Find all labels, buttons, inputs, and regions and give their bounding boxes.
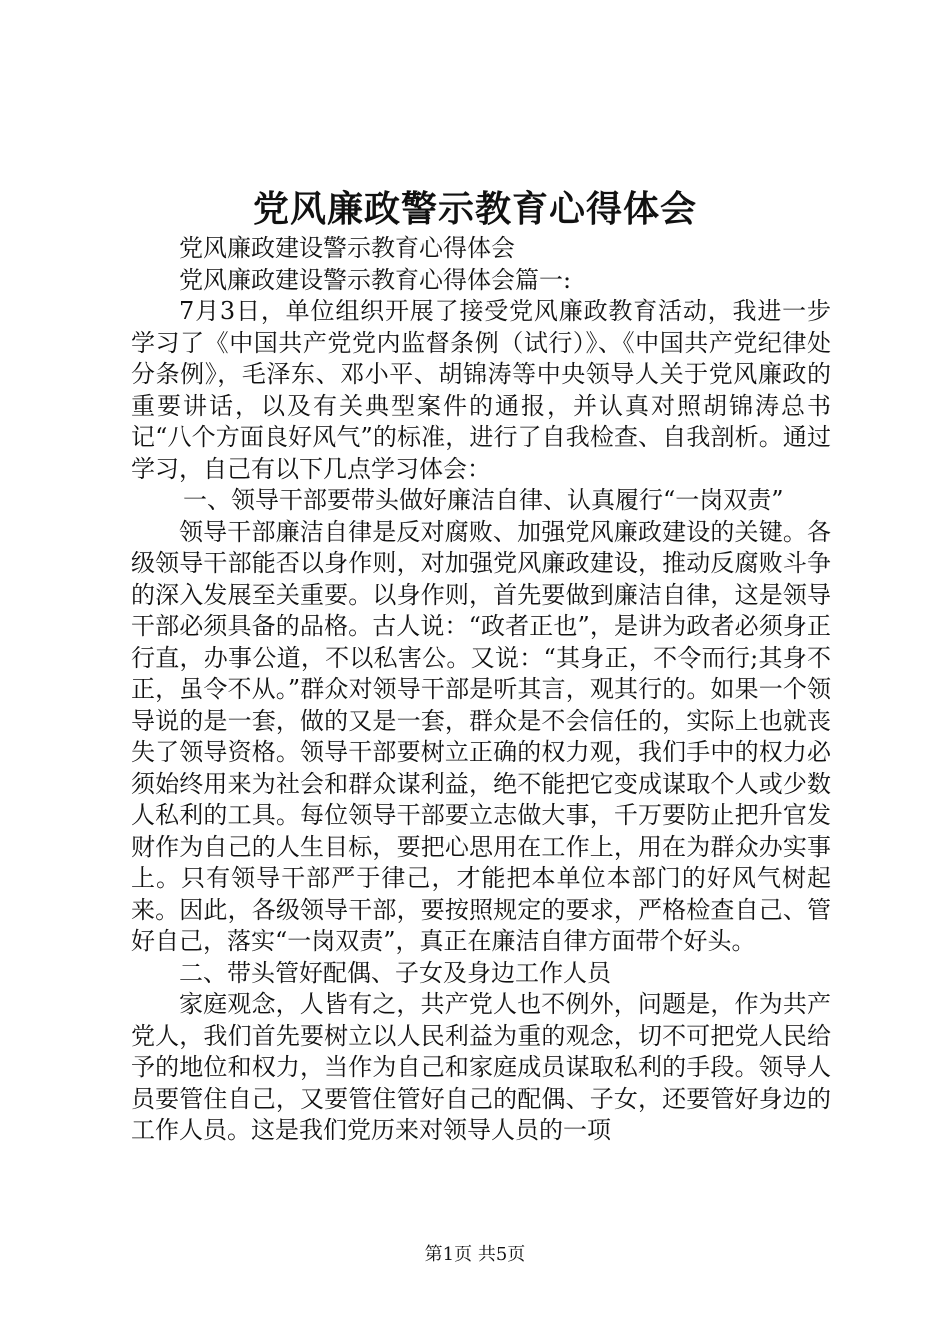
document-body	[131, 233, 831, 1147]
subtitle-paragraph: 党风廉政建设警示教育心得体会	[179, 234, 515, 262]
body-paragraph-point-one: 领导干部廉洁自律是反对腐败、加强党风廉政建设的关键。各级领导干部能否以身作则，对加强党风廉政建设，推动反腐败斗争的深入发展至关重要。以身作则，首先要做到廉洁自律，这是领导干部必须具备的品格。古人说：“政者正也”，是讲为政者必须身正行直，办事公道，不以私害公。又说：“其身正，不令而行;其身不正，虽令不从。”群众对领导干部是听其言，观其行的。如果一个领导说的是一套，做的又是一套，群众是不会信任的，实际上也就丧失了领导资格。领导干部要树立正确的权力观，我们手中的权力必须始终用来为社会和群众谋利益，绝不能把它变成谋取个人或少数人私利的工具。每位领导干部要立志做大事，千万要防止把升官发财作为自己的人生目标，要把心思用在工作上，用在为群众办实事上。只有领导干部严于律己，才能把本单位本部门的好风气树起来。因此，各级领导干部，要按照规定的要求，严格检查自己、管好自己，落实“一岗双责”，真正在廉洁自律方面带个好头。	[131, 517, 831, 955]
intro-paragraph: 7月3日，单位组织开展了接受党风廉政教育活动，我进一步学习了《中国共产党党内监督条例（试行）》、《中国共产党纪律处分条例》，毛泽东、邓小平、胡锦涛等中央领导人关于党风廉政的重要讲话，以及有关典型案件的通报，并认真对照胡锦涛总书记“八个方面良好风气”的标准，进行了自我检查、自我剖析。通过学习，自己有以下几点学习体会：	[131, 297, 831, 483]
heading-point-two: 二、带头管好配偶、子女及身边工作人员	[179, 958, 611, 987]
section-heading-part-one: 党风廉政建设警示教育心得体会篇一:	[179, 265, 572, 294]
document-title: 党风廉政警示教育心得体会	[252, 188, 697, 230]
heading-point-one: 一、领导干部要带头做好廉洁自律、认真履行“一岗双责”	[183, 486, 784, 514]
page-footer: 第1页 共5页	[424, 1244, 526, 1265]
body-paragraph-point-two: 家庭观念，人皆有之，共产党人也不例外，问题是，作为共产党人，我们首先要树立以人民利益为重的观念，切不可把党人民给予的地位和权力，当作为自己和家庭成员谋取私利的手段。领导人员要管住自己，又要管住管好自己的配偶、子女，还要管好身边的工作人员。这是我们党历来对领导人员的一项	[131, 990, 831, 1144]
